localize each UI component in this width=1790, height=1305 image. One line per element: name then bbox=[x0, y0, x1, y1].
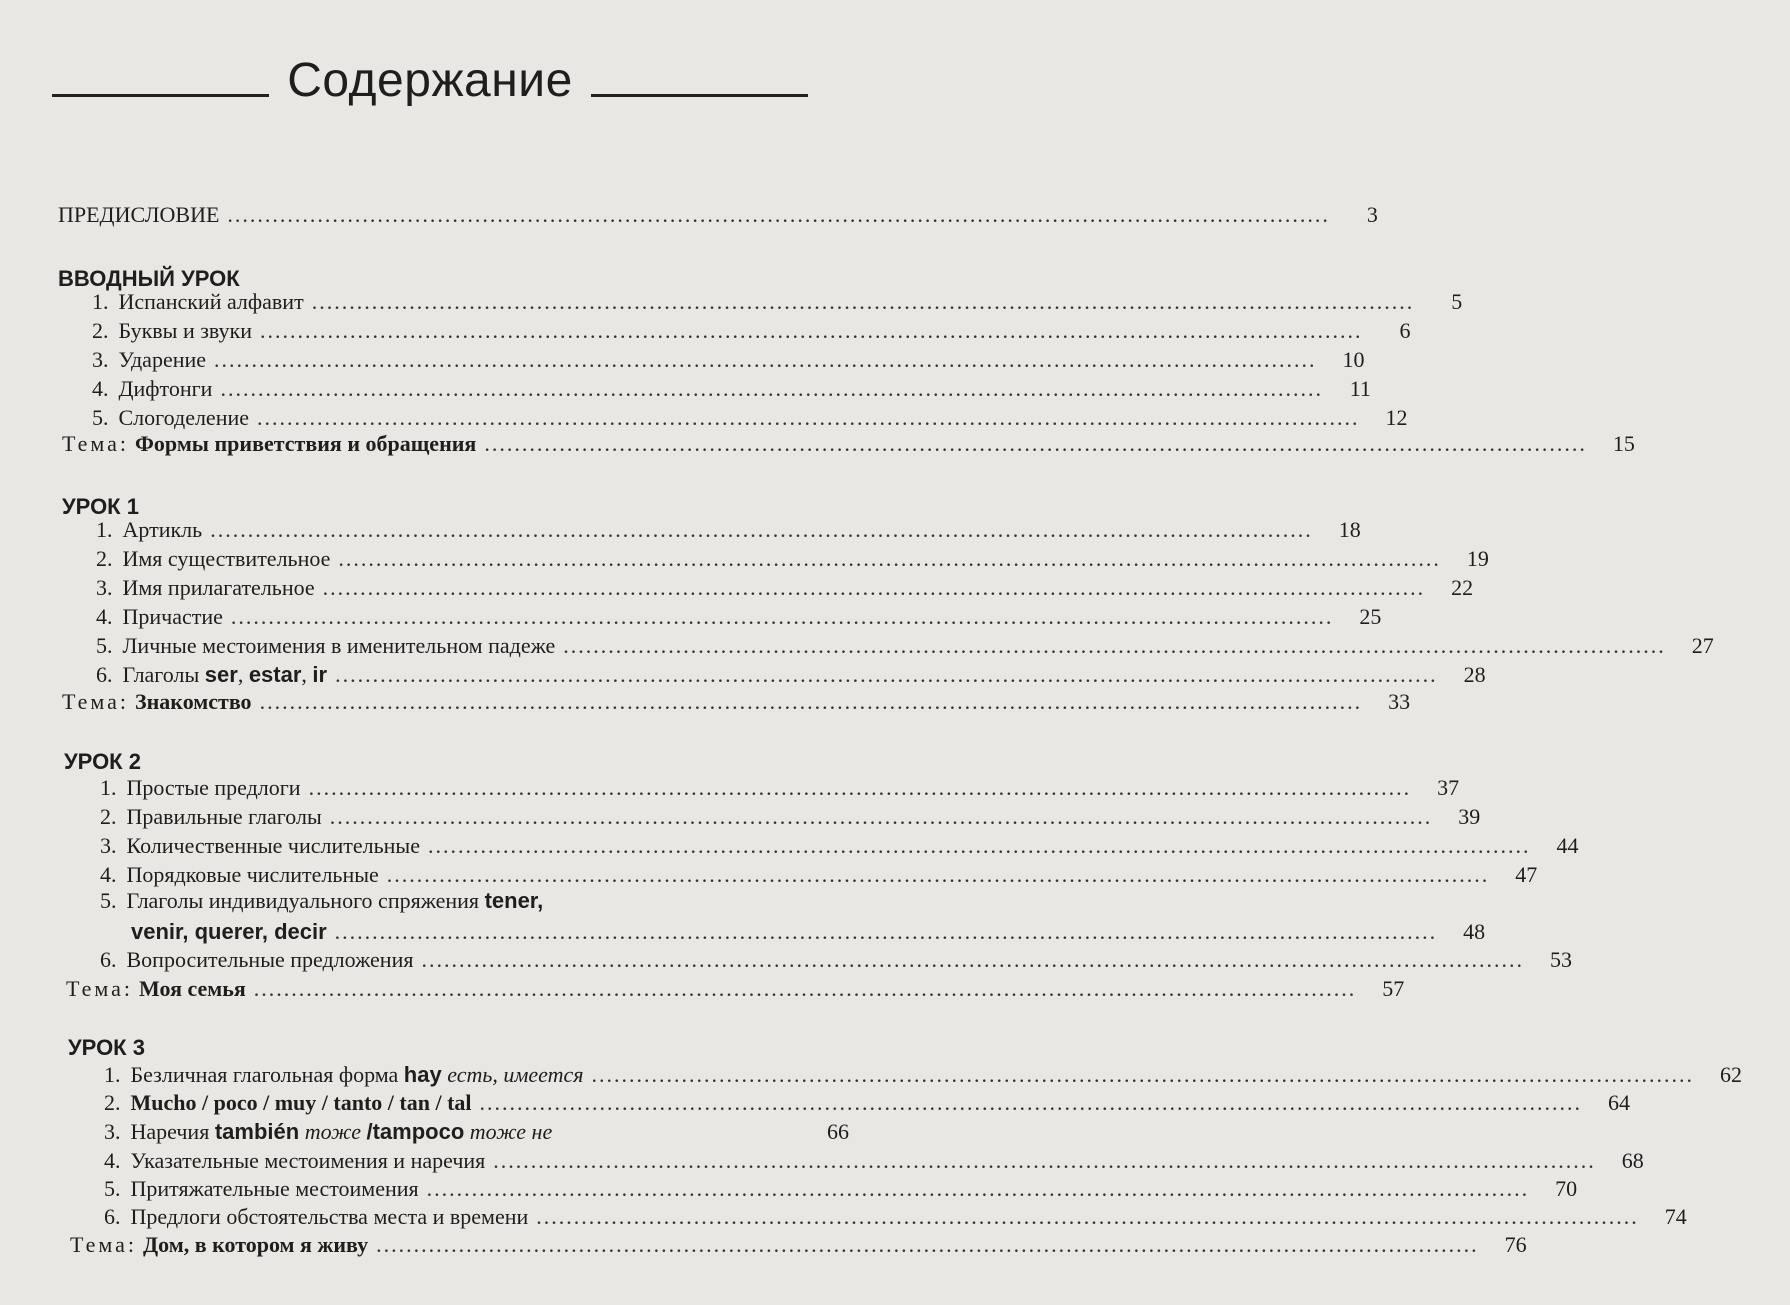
spanish-term: ser bbox=[204, 662, 238, 687]
dot-leader: ................................................................................................................................................... bbox=[421, 947, 1524, 972]
spanish-term: también bbox=[214, 1119, 300, 1144]
page-number: 53 bbox=[1549, 947, 1572, 972]
entry-label: Количественные числительные bbox=[126, 833, 420, 858]
entry-number: 5. bbox=[96, 633, 113, 658]
dot-leader: ................................................................................................................................................... bbox=[210, 517, 1313, 542]
dot-leader: ................................................................................................................................................... bbox=[479, 1090, 1583, 1115]
toc-entry-tema bbox=[0, 1230, 1527, 1260]
entry-label: Правильные глаголы bbox=[126, 804, 322, 829]
tema-label: Тема: bbox=[62, 689, 130, 714]
entry-label: Наречия bbox=[130, 1119, 215, 1144]
dot-leader: ................................................................................................................................................... bbox=[591, 1062, 1695, 1087]
tema-topic: Дом, в котором я живу bbox=[143, 1232, 369, 1257]
entry-label: Имя существительное bbox=[122, 546, 331, 571]
page-number: 6 bbox=[1399, 318, 1411, 343]
spanish-term: venir, querer, decir bbox=[131, 919, 327, 944]
toc-entry bbox=[0, 316, 1411, 346]
entry-label: Простые предлоги bbox=[126, 775, 301, 800]
entry-label: Притяжательные местоимения bbox=[130, 1176, 419, 1201]
spanish-term: Mucho / poco / muy / tanto / tan / tal bbox=[130, 1090, 472, 1115]
toc-entry bbox=[0, 573, 1474, 603]
entry-number: 5. bbox=[92, 405, 109, 430]
page-number: 64 bbox=[1608, 1090, 1631, 1115]
entry-number: 2. bbox=[104, 1090, 121, 1115]
dot-leader: ................................................................................................................................................... bbox=[260, 318, 1363, 343]
toc-entry bbox=[0, 1202, 1687, 1232]
entry-number: 4. bbox=[104, 1148, 121, 1173]
toc-entry-first-line bbox=[100, 886, 543, 916]
dot-leader: ................................................................................................................................................... bbox=[426, 1176, 1530, 1201]
dot-leader: ................................................................................................................................................... bbox=[563, 633, 1666, 658]
entry-label: Порядковые числительные bbox=[126, 862, 379, 887]
entry-label: Испанский алфавит bbox=[118, 289, 304, 314]
toc-entry bbox=[0, 374, 1371, 404]
toc-entry bbox=[0, 1117, 897, 1147]
section-heading: УРОК 3 bbox=[68, 1035, 145, 1060]
page-number: 70 bbox=[1555, 1176, 1578, 1201]
toc-entry bbox=[0, 1174, 1578, 1204]
entry-number: 2. bbox=[96, 546, 113, 571]
toc-entry-tema bbox=[0, 687, 1411, 717]
spanish-term: /tampoco bbox=[366, 1119, 465, 1144]
entry-label: Глаголы bbox=[122, 662, 205, 687]
page-number: 27 bbox=[1691, 633, 1714, 658]
toc-entry bbox=[0, 917, 1486, 947]
page-number: 47 bbox=[1515, 862, 1538, 887]
tema-topic: Моя семья bbox=[139, 976, 246, 1001]
dot-leader: ................................................................................................................................................... bbox=[311, 289, 1415, 314]
entry-label: Дифтонги bbox=[118, 376, 213, 401]
page-number: 74 bbox=[1664, 1204, 1687, 1229]
entry-label: Причастие bbox=[122, 604, 223, 629]
spanish-term: hay bbox=[403, 1062, 442, 1087]
entry-label: Предлоги обстоятельства места и времени bbox=[130, 1204, 529, 1229]
toc-entry-tema bbox=[0, 974, 1405, 1004]
toc-entry bbox=[0, 287, 1463, 317]
entry-label: Глаголы индивидуального спряжения bbox=[126, 888, 485, 913]
entry-number: 5. bbox=[104, 1176, 121, 1201]
page-number: 12 bbox=[1385, 405, 1408, 430]
dot-leader: ................................................................................................................................................... bbox=[329, 804, 1433, 829]
header-rule-left bbox=[52, 94, 269, 97]
entry-label: Личные местоимения в именительном падеже bbox=[122, 633, 556, 658]
dot-leader: ................................................................................................................................................... bbox=[493, 1148, 1596, 1173]
toc-entry bbox=[0, 802, 1481, 832]
toc-entry bbox=[0, 1088, 1631, 1118]
dot-leader: ................................................................................................................................................... bbox=[338, 546, 1441, 571]
translation: тоже не bbox=[464, 1119, 553, 1144]
page-number: 48 bbox=[1463, 919, 1486, 944]
entry-label: Артикль bbox=[122, 517, 203, 542]
tema-label: Тема: bbox=[66, 976, 134, 1001]
entry-number: 5. bbox=[100, 888, 117, 913]
page-number: 18 bbox=[1338, 517, 1361, 542]
dot-leader: ................................................................................................................................................... bbox=[259, 689, 1363, 714]
page-number: 33 bbox=[1388, 689, 1411, 714]
translation: тоже bbox=[299, 1119, 367, 1144]
toc-entry-preface bbox=[0, 200, 1378, 230]
entry-label: Указательные местоимения и наречия bbox=[130, 1148, 486, 1173]
entry-label: Безличная глагольная форма bbox=[130, 1062, 404, 1087]
section-heading: ВВОДНЫЙ УРОК bbox=[58, 266, 240, 291]
page-number: 15 bbox=[1612, 431, 1635, 456]
dot-leader: ................................................................................................................................................... bbox=[308, 775, 1412, 800]
dot-leader: ................................................................................................................................................... bbox=[257, 405, 1360, 430]
entry-number: 4. bbox=[92, 376, 109, 401]
page-title: Содержание bbox=[287, 53, 573, 107]
entry-number: 3. bbox=[104, 1119, 121, 1144]
dot-leader: ................................................................................................................................................... bbox=[334, 919, 1438, 944]
page-number: 57 bbox=[1382, 976, 1405, 1001]
page-number: 19 bbox=[1466, 546, 1489, 571]
entry-number: 1. bbox=[92, 289, 109, 314]
entry-number: 6. bbox=[100, 947, 117, 972]
page-number: 44 bbox=[1556, 833, 1579, 858]
header-rule-right bbox=[591, 94, 808, 97]
entry-number: 2. bbox=[92, 318, 109, 343]
page-number: 76 bbox=[1504, 1232, 1527, 1257]
entry-label: Вопросительные предложения bbox=[126, 947, 414, 972]
tema-label: Тема: bbox=[62, 431, 130, 456]
tema-topic: Формы приветствия и обращения bbox=[135, 431, 477, 456]
entry-number: 2. bbox=[100, 804, 117, 829]
dot-leader: ................................................................................................................................................... bbox=[536, 1204, 1639, 1229]
entry-number: 1. bbox=[104, 1062, 121, 1087]
spanish-term: estar bbox=[248, 662, 302, 687]
toc-entry bbox=[0, 831, 1579, 861]
entry-label: Буквы и звуки bbox=[118, 318, 253, 343]
page-number: 11 bbox=[1349, 376, 1371, 401]
entry-number: 1. bbox=[96, 517, 113, 542]
dot-leader: ................................................................................................................................................... bbox=[230, 604, 1334, 629]
dot-leader: ................................................................................................................................................... bbox=[220, 376, 1323, 401]
toc-entry bbox=[0, 773, 1460, 803]
entry-number: 6. bbox=[104, 1204, 121, 1229]
page-number: 39 bbox=[1458, 804, 1481, 829]
entry-label: , bbox=[237, 662, 249, 687]
entry-label: Ударение bbox=[118, 347, 207, 372]
page-number: 28 bbox=[1463, 662, 1486, 687]
entry-number: 3. bbox=[100, 833, 117, 858]
entry-number: 3. bbox=[92, 347, 109, 372]
entry-number: 1. bbox=[100, 775, 117, 800]
spanish-term: tener, bbox=[484, 888, 544, 913]
toc-entry bbox=[0, 1060, 1743, 1090]
page-number: 66 bbox=[827, 1119, 849, 1144]
page-number: 22 bbox=[1451, 575, 1474, 600]
entry-number: 4. bbox=[100, 862, 117, 887]
tema-topic: Знакомство bbox=[135, 689, 252, 714]
toc-entry bbox=[0, 345, 1365, 375]
page-number: 62 bbox=[1720, 1062, 1743, 1087]
toc-entry-tema bbox=[0, 429, 1635, 459]
dot-leader: ................................................................................................................................................... bbox=[227, 202, 1330, 227]
toc-entry bbox=[0, 631, 1714, 661]
dot-leader: ................................................................................................................................................... bbox=[484, 431, 1587, 456]
toc-entry bbox=[0, 660, 1486, 690]
toc-header bbox=[52, 52, 808, 108]
dot-leader: ................................................................................................................................................... bbox=[335, 662, 1438, 687]
toc-entry bbox=[0, 602, 1382, 632]
dot-leader: ................................................................................................................................................... bbox=[386, 862, 1490, 887]
toc-entry bbox=[0, 515, 1361, 545]
entry-label: Имя прилагательное bbox=[122, 575, 315, 600]
entry-number: 4. bbox=[96, 604, 113, 629]
toc-entry bbox=[0, 945, 1572, 975]
entry-label: ПРЕДИСЛОВИЕ bbox=[58, 202, 220, 227]
page-number: 68 bbox=[1621, 1148, 1644, 1173]
translation: есть, имеется bbox=[441, 1062, 584, 1087]
tema-label: Тема: bbox=[70, 1232, 138, 1257]
toc-entry bbox=[0, 1146, 1644, 1176]
toc-entry bbox=[0, 544, 1489, 574]
entry-number: 6. bbox=[96, 662, 113, 687]
page-number: 5 bbox=[1451, 289, 1463, 314]
page-number: 25 bbox=[1359, 604, 1382, 629]
dot-leader: ................................................................................................................................................... bbox=[376, 1232, 1479, 1257]
section-heading: УРОК 2 bbox=[64, 749, 141, 774]
entry-label: , bbox=[301, 662, 313, 687]
page-number: 3 bbox=[1366, 202, 1378, 227]
dot-leader: ................................................................................................................................................... bbox=[214, 347, 1317, 372]
dot-leader: ................................................................................................................................................... bbox=[427, 833, 1531, 858]
dot-leader: ................................................................................................................................................... bbox=[253, 976, 1357, 1001]
spanish-term: ir bbox=[312, 662, 328, 687]
page-number: 10 bbox=[1342, 347, 1365, 372]
dot-leader: ................................................................................................................................................... bbox=[322, 575, 1426, 600]
entry-label: Слогоделение bbox=[118, 405, 250, 430]
section-heading: УРОК 1 bbox=[62, 494, 139, 519]
entry-number: 3. bbox=[96, 575, 113, 600]
page-number: 37 bbox=[1437, 775, 1460, 800]
